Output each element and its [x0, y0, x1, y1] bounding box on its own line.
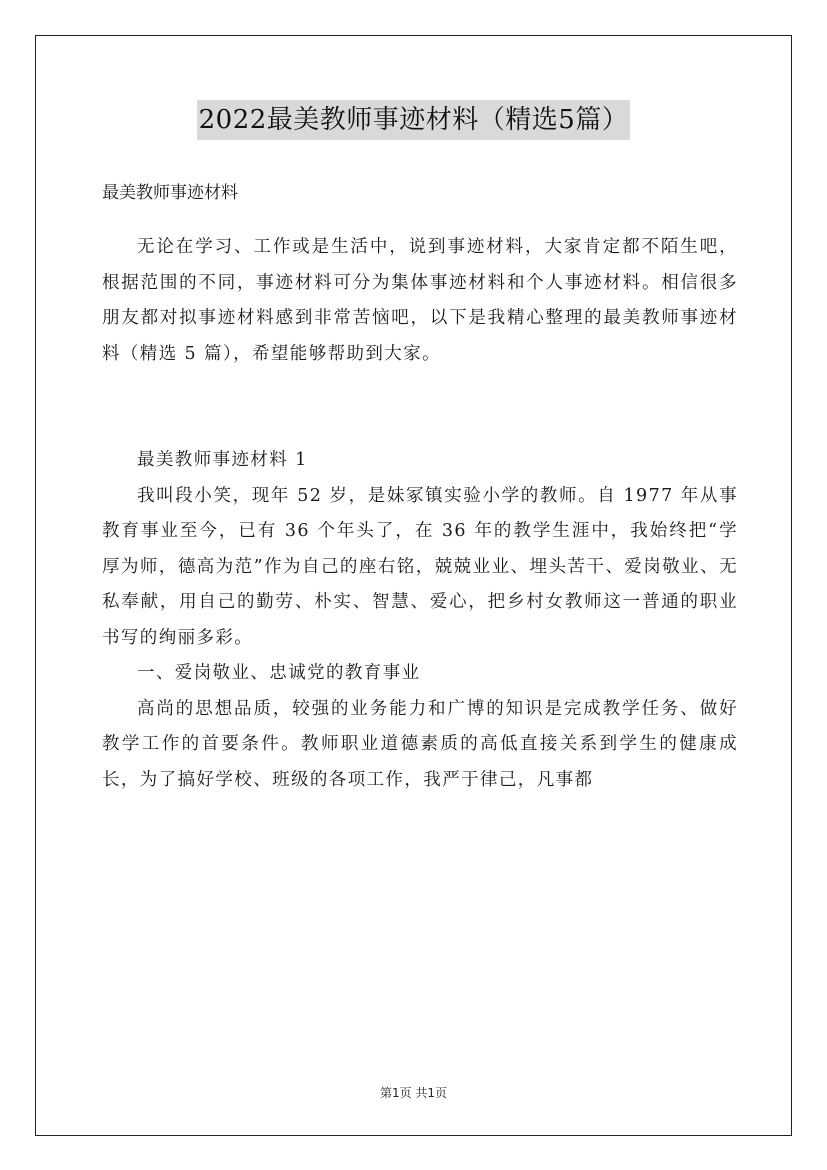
title-container	[0, 100, 827, 140]
page-footer: 第1页 共1页	[379, 1086, 448, 1100]
document-body	[102, 230, 738, 798]
section-paragraph: 我叫段小笑，现年 52 岁，是妹冢镇实验小学的教师。自 1977 年从事教育事业至今，已有 36 个年头了，在 36 年的教学生涯中，我始终把“学厚为师，德高为范”作为自己的座右铭，兢兢业业、埋头苦干、爱岗敬业、无私奉献，用自己的勤劳、朴实、智慧、爱心，把乡村女教师这一普通的职业书写的绚丽多彩。	[102, 485, 738, 648]
subsection-heading: 一、爱岗敬业、忠诚党的教育事业	[137, 663, 421, 683]
spacer	[102, 372, 738, 443]
intro-paragraph: 无论在学习、工作或是生活中，说到事迹材料，大家肯定都不陌生吧，根据范围的不同，事迹材料可分为集体事迹材料和个人事迹材料。相信很多朋友都对拟事迹材料感到非常苦恼吧，以下是我精心整理的最美教师事迹材料（精选 5 篇），希望能够帮助到大家。	[102, 237, 738, 364]
document-title: 2022最美教师事迹材料（精选5篇）	[197, 100, 631, 140]
section-paragraph: 高尚的思想品质，较强的业务能力和广博的知识是完成教学任务、做好教学工作的首要条件。教师职业道德素质的高低直接关系到学生的健康成长，为了搞好学校、班级的各项工作，我严于律己，凡事都	[102, 698, 738, 790]
section-heading: 最美教师事迹材料 1	[137, 450, 308, 470]
document-subtitle: 最美教师事迹材料	[102, 183, 238, 203]
